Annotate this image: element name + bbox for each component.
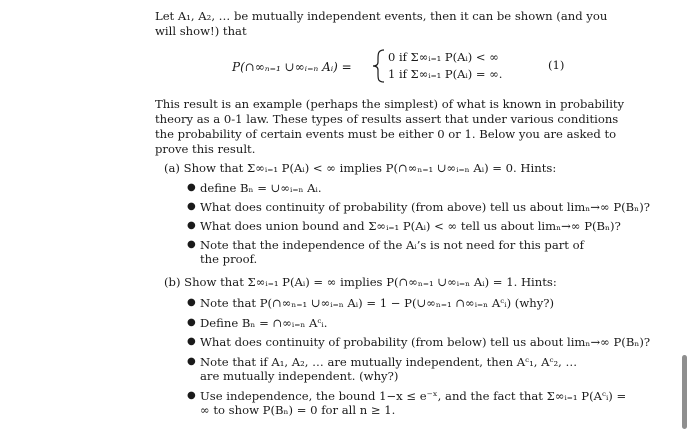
paragraph-line-2: theory as a 0-1 law. These types of results assert that under various conditions [155,112,619,126]
equation-number: (1) [548,58,565,72]
bullet-dot: ● [187,182,196,193]
part-a-hint-4: Note that the independence of the Aᵢ’s is not need for this part of [200,238,584,252]
bullet-dot: ● [187,390,196,401]
bullet-dot: ● [187,317,196,328]
part-b-hint-4-cont: are mutually independent. (why?) [200,369,399,383]
paragraph-line-3: the probability of certain events must be either 0 or 1. Below you are asked to [155,127,617,141]
bullet-dot: ● [187,201,196,212]
intro-line-1: Let A₁, A₂, … be mutually independent events, then it can be shown (and you [155,9,608,23]
part-b-hint-3: What does continuity of probability (from below) tell us about limₙ→∞ P(Bₙ)? [200,335,651,349]
bullet-dot: ● [187,336,196,347]
part-b-hint-5-cont: ∞ to show P(Bₙ) = 0 for all n ≥ 1. [200,403,396,417]
part-b-hint-1: Note that P(∩∞ₙ₌₁ ∪∞ᵢ₌ₙ Aᵢ) = 1 − P(∪∞ₙ₌₁ ∩∞ᵢ₌ₙ Aᶜᵢ) (why?) [200,296,554,310]
part-b-hint-2: Define Bₙ = ∩∞ᵢ₌ₙ Aᶜᵢ. [200,316,328,330]
part-a-heading: (a) Show that Σ∞ᵢ₌₁ P(Aᵢ) < ∞ implies P(∩∞ₙ₌₁ ∪∞ᵢ₌ₙ Aᵢ) = 0. Hints: [164,161,557,175]
eq-lhs: P(∩∞ₙ₌₁ ∪∞ᵢ₌ₙ Aᵢ) = [232,60,352,74]
bullet-dot: ● [187,220,196,231]
bullet-dot: ● [187,239,196,250]
part-a-hint-2: What does continuity of probability (from above) tell us about limₙ→∞ P(Bₙ)? [200,200,650,214]
display-equation [226,44,566,88]
part-a-hint-4-cont: the proof. [200,252,258,266]
equation-svg [226,44,566,88]
cases-brace [373,50,384,82]
part-a-hint-3: What does union bound and Σ∞ᵢ₌₁ P(Aᵢ) < ∞ tell us about limₙ→∞ P(Bₙ)? [200,219,621,233]
vertical-scrollbar-thumb[interactable] [682,355,687,429]
part-b-heading: (b) Show that Σ∞ᵢ₌₁ P(Aᵢ) = ∞ implies P(∩∞ₙ₌₁ ∪∞ᵢ₌ₙ Aᵢ) = 1. Hints: [164,275,557,289]
paragraph-line-4: prove this result. [155,142,256,156]
eq-case-2: 1 if Σ∞ᵢ₌₁ P(Aᵢ) = ∞. [388,67,503,81]
eq-case-1: 0 if Σ∞ᵢ₌₁ P(Aᵢ) < ∞ [388,50,499,64]
part-b-hint-4: Note that if A₁, A₂, … are mutually independent, then Aᶜ₁, Aᶜ₂, … [200,355,578,369]
bullet-dot: ● [187,356,196,367]
part-a-hint-1: define Bₙ = ∪∞ᵢ₌ₙ Aᵢ. [200,181,322,195]
intro-line-2: will show!) that [155,24,247,38]
part-b-hint-5: Use independence, the bound 1−x ≤ e⁻ˣ, and the fact that Σ∞ᵢ₌₁ P(Aᶜᵢ) = [200,389,627,403]
bullet-dot: ● [187,297,196,308]
paragraph-line-1: This result is an example (perhaps the simplest) of what is known in probability [155,97,625,111]
